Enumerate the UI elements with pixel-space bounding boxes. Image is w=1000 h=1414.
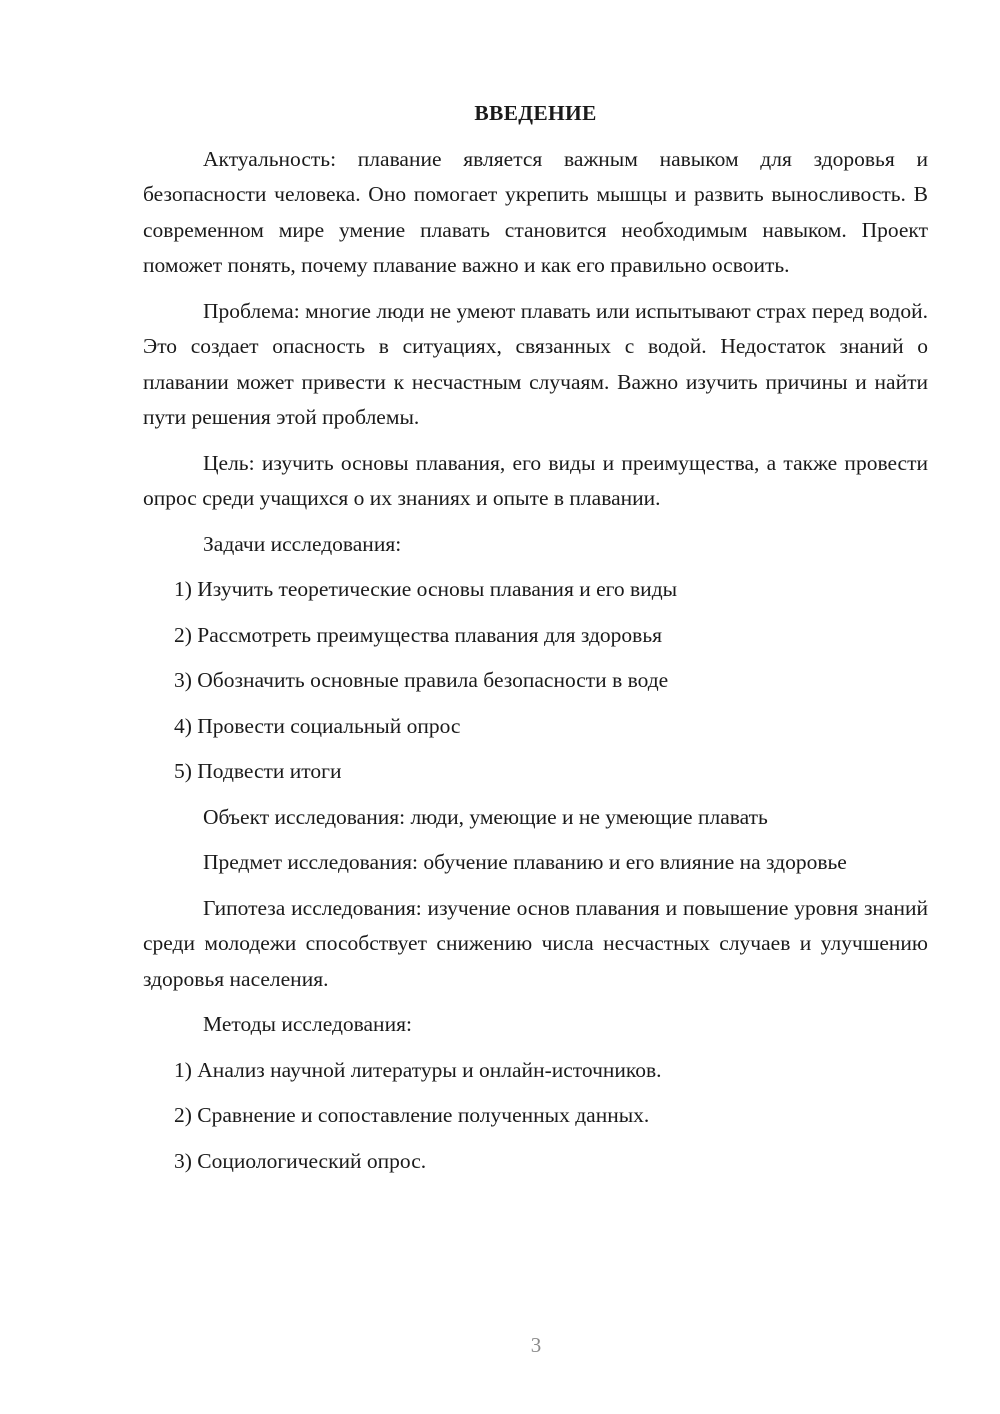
page-number: 3 bbox=[530, 1333, 542, 1357]
hypothesis-paragraph: Гипотеза исследования: изучение основ плавания и повышение уровня знаний среди молодежи способствует снижению числа несчастных случаев и улучшению здоровья населения. bbox=[143, 895, 928, 991]
task-item: 5) Подвести итоги bbox=[174, 759, 342, 783]
problem-paragraph: Проблема: многие люди не умеют плавать или испытывают страх перед водой. Это создает опасность в ситуациях, связанных с водой. Недостаток знаний о плавании может привести к несчастным случаям. Важно изучить причины и найти пути решения этой проблемы. bbox=[143, 298, 928, 429]
task-item: 4) Провести социальный опрос bbox=[174, 713, 461, 738]
object-paragraph: Объект исследования: люди, умеющие и не умеющие плавать bbox=[203, 804, 768, 829]
document-body bbox=[143, 96, 928, 1189]
tasks-title: Задачи исследования: bbox=[203, 531, 402, 556]
subject-paragraph: Предмет исследования: обучение плаванию и его влияние на здоровье bbox=[203, 850, 847, 874]
methods-title: Методы исследования: bbox=[203, 1012, 412, 1036]
goal-paragraph: Цель: изучить основы плавания, его виды и преимущества, а также провести опрос среди учащихся о их знаниях и опыте в плавании. bbox=[143, 450, 928, 510]
method-item: 2) Сравнение и сопоставление полученных данных. bbox=[174, 1103, 650, 1127]
task-item: 3) Обозначить основные правила безопасности в воде bbox=[174, 668, 669, 692]
section-heading: ВВЕДЕНИЕ bbox=[474, 101, 597, 125]
task-item: 1) Изучить теоретические основы плавания и его виды bbox=[174, 577, 678, 601]
method-item: 1) Анализ научной литературы и онлайн-источников. bbox=[174, 1057, 662, 1082]
relevance-paragraph: Актуальность: плавание является важным навыком для здоровья и безопасности человека. Оно помогает укрепить мышцы и развить выносливость. В современном мире умение плавать становится необходимым навыком. Проект поможет понять, почему плавание важно и как его правильно освоить. bbox=[143, 146, 928, 277]
task-item: 2) Рассмотреть преимущества плавания для здоровья bbox=[174, 622, 663, 647]
method-item: 3) Социологический опрос. bbox=[174, 1148, 427, 1173]
